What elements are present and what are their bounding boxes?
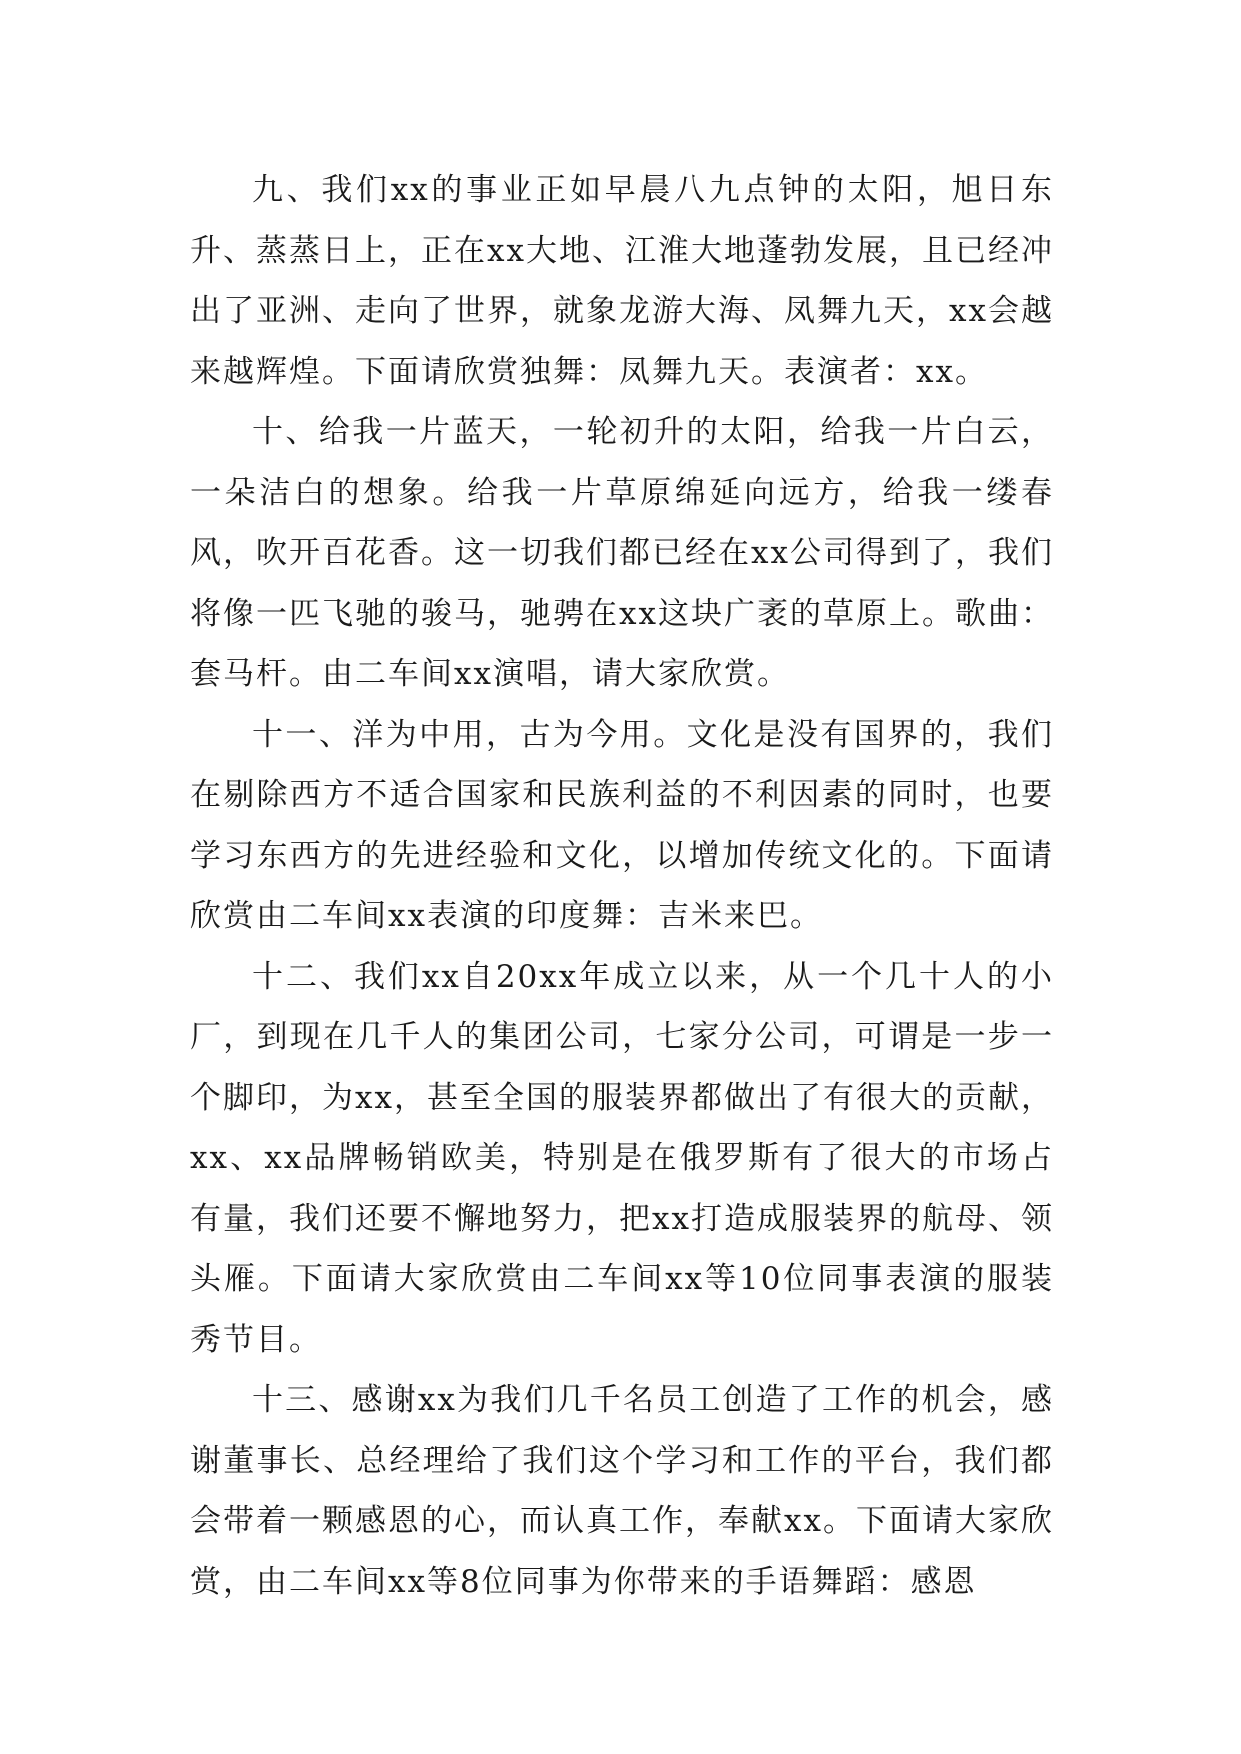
paragraph-9: 九、我们xx的事业正如早晨八九点钟的太阳，旭日东升、蒸蒸日上，正在xx大地、江淮大地蓬勃发展，且已经冲出了亚洲、走向了世界，就象龙游大海、凤舞九天，xx会越来越辉煌。下面请欣赏独舞：凤舞九天。表演者：xx。 [190, 172, 1054, 390]
document-body [190, 160, 1054, 1612]
paragraph-11: 十一、洋为中用，古为今用。文化是没有国界的，我们在剔除西方不适合国家和民族利益的不利因素的同时，也要学习东西方的先进经验和文化，以增加传统文化的。下面请欣赏由二车间xx表演的印度舞：吉米来巴。 [190, 716, 1054, 934]
paragraph-13: 十三、感谢xx为我们几千名员工创造了工作的机会，感谢董事长、总经理给了我们这个学习和工作的平台，我们都会带着一颗感恩的心，而认真工作，奉献xx。下面请大家欣赏，由二车间xx等8位同事为你带来的手语舞蹈：感恩 [190, 1382, 1054, 1600]
paragraph-10: 十、给我一片蓝天，一轮初升的太阳，给我一片白云，一朵洁白的想象。给我一片草原绵延向远方，给我一缕春风，吹开百花香。这一切我们都已经在xx公司得到了，我们将像一匹飞驰的骏马，驰骋在xx这块广袤的草原上。歌曲：套马杆。由二车间xx演唱，请大家欣赏。 [190, 414, 1054, 692]
paragraph-12: 十二、我们xx自20xx年成立以来，从一个几十人的小厂，到现在几千人的集团公司，七家分公司，可谓是一步一个脚印，为xx，甚至全国的服装界都做出了有很大的贡献，xx、xx品牌畅销欧美，特别是在俄罗斯有了很大的市场占有量，我们还要不懈地努力，把xx打造成服装界的航母、领头雁。下面请大家欣赏由二车间xx等10位同事表演的服装秀节目。 [190, 958, 1054, 1358]
